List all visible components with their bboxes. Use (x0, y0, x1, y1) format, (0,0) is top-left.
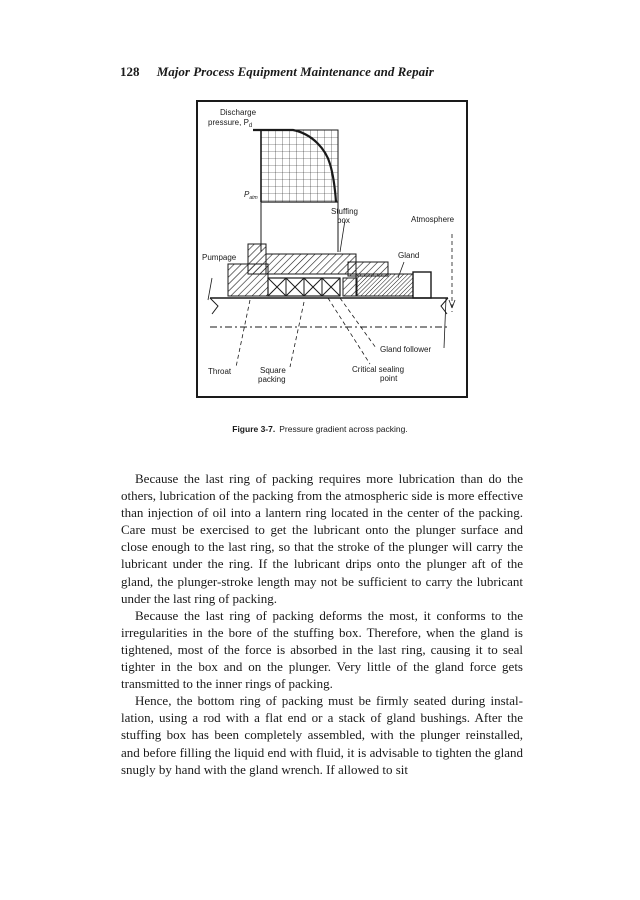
label-packing: packing (258, 375, 286, 384)
paragraph-1: Because the last ring of packing requires more lubrication than do the others, lubrication of the packing from the atmospheric side is more effective than injection of oil into a lantern ring located in the center of the packing. Care must be exercised to get the lubricant onto the plunger surface and close enough to the last ring, so that the stroke of the plunger will carry the lubricant under the ring. If the lubricant drips onto the plunger aft of the gland, the plunger-stroke length may not be sufficient to carry the lubricant under the last ring of packing. (121, 471, 523, 606)
body-text (121, 470, 523, 778)
label-point: point (380, 374, 398, 383)
label-square: Square (260, 366, 286, 375)
paragraph-3: Hence, the bottom ring of packing must be firmly seated during installation, using a rod with a flat end or a stack of gland bushings. After the stuffing box has been completely assembled, with the plunger reinstalled, and before filling the liquid end with fluid, it is advisable to tighten the gland snugly by hand with the gland wrench. If allowed to sit (121, 693, 523, 777)
figure-caption (0, 424, 640, 434)
running-title: Major Process Equipment Maintenance and Repair (156, 64, 434, 79)
plunger (210, 298, 448, 327)
page-number: 128 (120, 64, 140, 79)
page-header (120, 64, 434, 80)
label-gland: Gland (398, 251, 420, 260)
caption-number: Figure 3-7. (232, 424, 276, 434)
label-discharge: Discharge (220, 108, 257, 117)
label-critical-sealing: Critical sealing (352, 365, 405, 374)
label-gland-follower: Gland follower (380, 345, 432, 354)
label-throat: Throat (208, 367, 232, 376)
figure-3-7 (196, 100, 468, 398)
label-discharge-pressure: pressure, $P_d$ (208, 118, 253, 129)
square-packing (268, 278, 340, 296)
label-stuffing: Stuffing (331, 207, 358, 216)
label-atmosphere: Atmosphere (411, 215, 455, 224)
caption-text: Pressure gradient across packing. (279, 424, 408, 434)
label-p-atm: $P_{atm}$ (244, 190, 258, 201)
packing-diagram (198, 102, 470, 400)
paragraph-2: Because the last ring of packing deforms the most, it conforms to the irregularities in the bore of the stuffing box. Therefore, when the gland is tightened, most of the force is absorbed in the last ring, causing it to seal tighter in the box and on the plunger. Very little of the gland force gets transmitted to the inner rings of packing. (121, 607, 523, 692)
pressure-grid (253, 130, 338, 252)
label-pumpage: Pumpage (202, 253, 237, 262)
label-box: box (337, 216, 350, 225)
